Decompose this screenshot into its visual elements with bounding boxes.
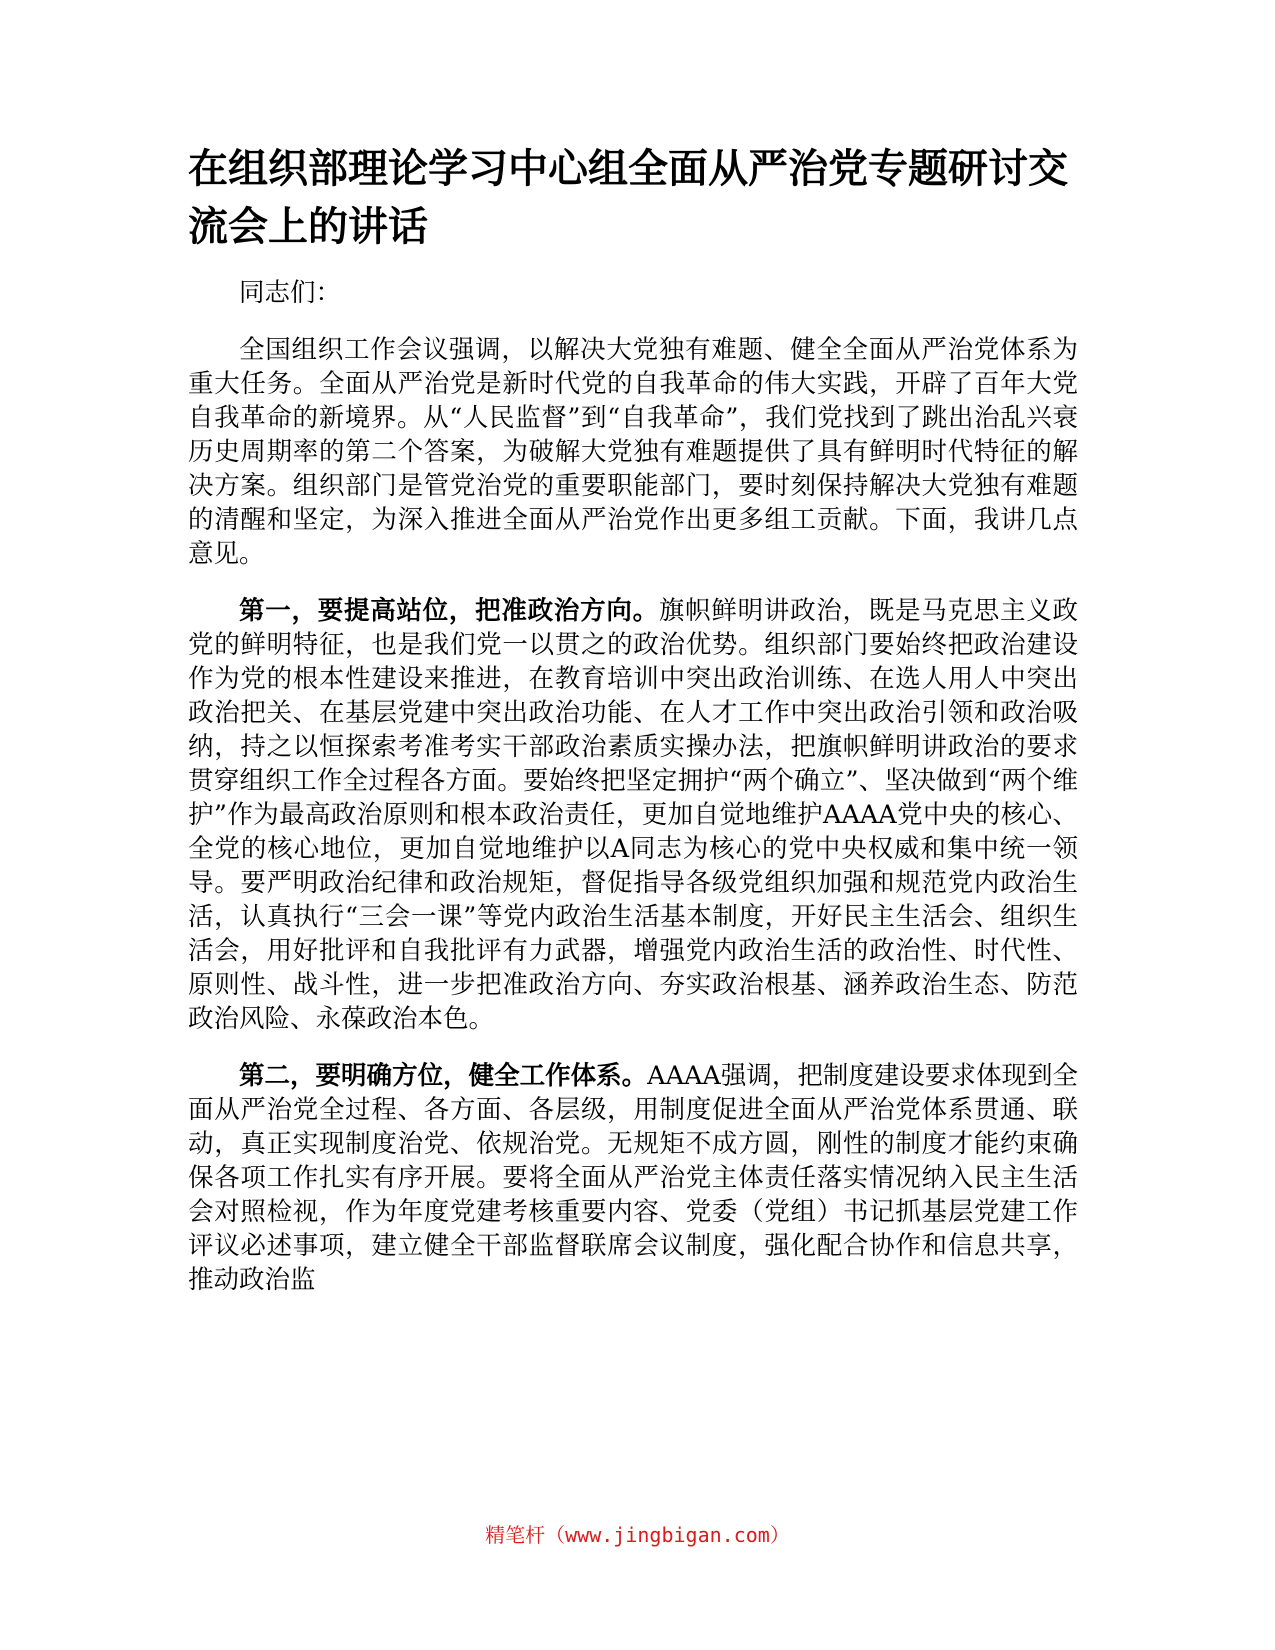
document-body <box>188 140 1078 1297</box>
paragraph-text: 全国组织工作会议强调，以解决大党独有难题、健全全面从严治党体系为重大任务。全面从严治党是新时代党的自我革命的伟大实践，开辟了百年大党自我革命的新境界。从“人民监督”到“自我革命”，我们党找到了跳出治乱兴衰历史周期率的第二个答案，为破解大党独有难题提供了具有鲜明时代特征的解决方案。组织部门是管党治党的重要职能部门，要时刻保持解决大党独有难题的清醒和坚定，为深入推进全面从严治党作出更多组工贡献。下面，我讲几点意见。 <box>188 335 1078 569</box>
paragraph-text: AAAA强调，把制度建设要求体现到全面从严治党全过程、各方面、各层级，用制度促进全面从严治党体系贯通、联动，真正实现制度治党、依规治党。无规矩不成方圆，刚性的制度才能约束确保各项工作扎实有序开展。要将全面从严治党主体责任落实情况纳入民主生活会对照检视，作为年度党建考核重要内容、党委（党组）书记抓基层党建工作评议必述事项，建立健全干部监督联席会议制度，强化配合协作和信息共享，推动政治监 <box>188 1061 1078 1295</box>
paragraph-text: 旗帜鲜明讲政治，既是马克思主义政党的鲜明特征，也是我们党一以贯之的政治优势。组织部门要始终把政治建设作为党的根本性建设来推进，在教育培训中突出政治训练、在选人用人中突出政治把关、在基层党建中突出政治功能、在人才工作中突出政治引领和政治吸纳，持之以恒探索考准考实干部政治素质实操办法，把旗帜鲜明讲政治的要求贯穿组织工作全过程各方面。要始终把坚定拥护“两个确立”、坚决做到“两个维护”作为最高政治原则和根本政治责任，更加自觉地维护AAAA党中央的核心、全党的核心地位，更加自觉地维护以A同志为核心的党中央权威和集中统一领导。要严明政治纪律和政治规矩，督促指导各级党组织加强和规范党内政治生活，认真执行“三会一课”等党内政治生活基本制度，开好民主生活会、组织生活会，用好批评和自我批评有力武器，增强党内政治生活的政治性、时代性、原则性、战斗性，进一步把准政治方向、夯实政治根基、涵养政治生态、防范政治风险、永葆政治本色。 <box>188 596 1078 1034</box>
paragraph-lead: 第二，要明确方位，健全工作体系。 <box>239 1061 648 1091</box>
document-title: 在组织部理论学习中心组全面从严治党专题研讨交流会上的讲话 <box>188 146 1068 250</box>
paragraph-intro <box>188 333 1078 571</box>
paragraph-point-one <box>188 594 1078 1036</box>
paragraph-point-two <box>188 1059 1078 1297</box>
footer-watermark: 精笔杆（www.jingbigan.com） <box>485 1523 790 1547</box>
paragraph-lead: 第一，要提高站位，把准政治方向。 <box>239 596 659 626</box>
salutation: 同志们： <box>239 278 342 308</box>
